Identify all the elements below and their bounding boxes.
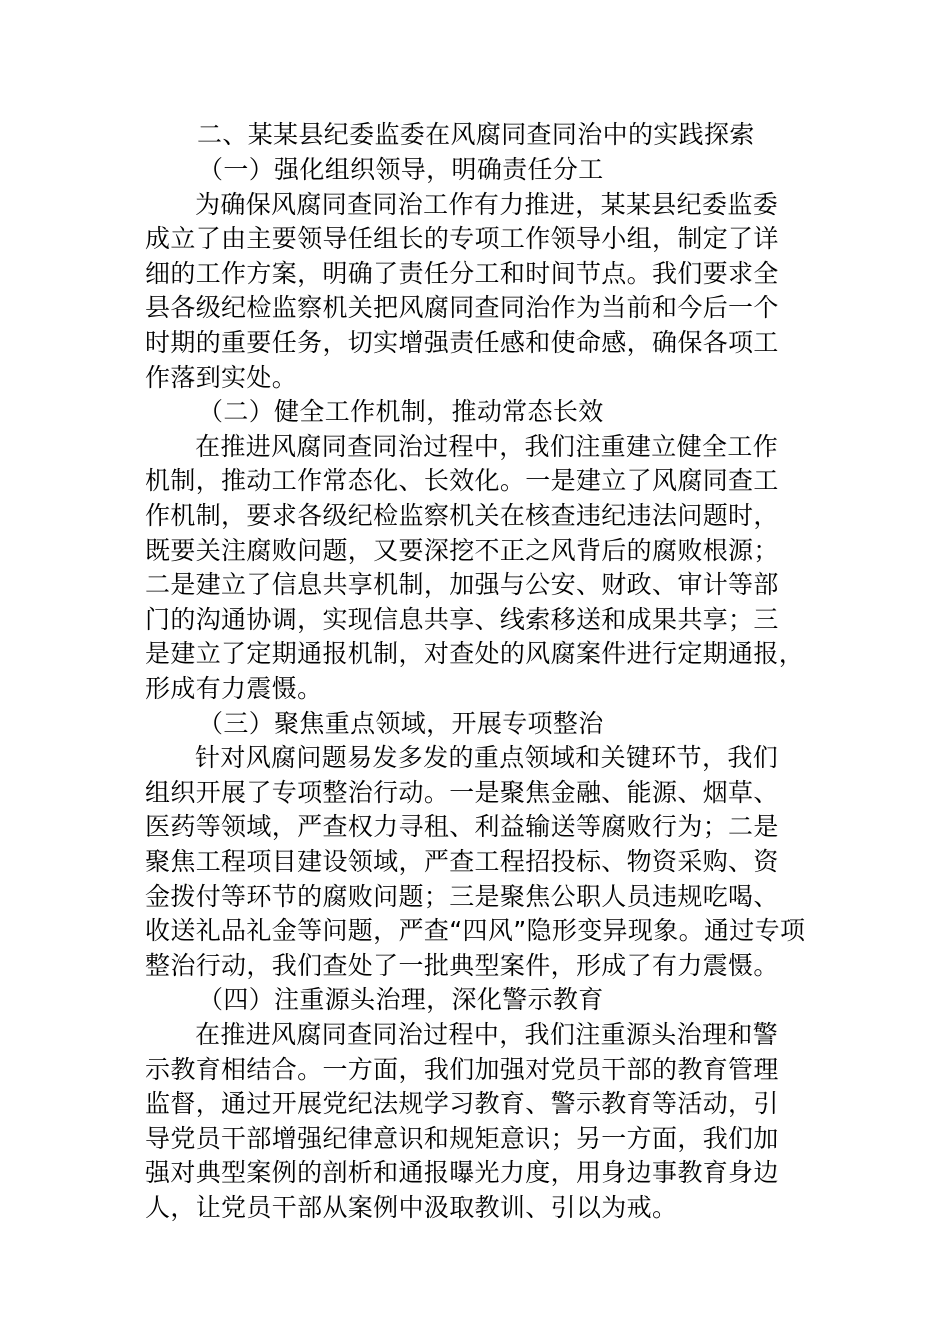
paragraph-line: 作落到实处。 <box>145 363 298 392</box>
paragraph-line: 在推进风腐同查同治过程中，我们注重建立健全工作 <box>195 432 779 461</box>
paragraph-line: 收送礼品礼金等问题，严查“四风”隐形变异现象。通过专项 <box>145 916 806 945</box>
subsection-heading-4: （四）注重源头治理，深化警示教育 <box>198 985 604 1014</box>
paragraph-line: 成立了由主要领导任组长的专项工作领导小组，制定了详 <box>145 224 779 253</box>
paragraph-line: 细的工作方案，明确了责任分工和时间节点。我们要求全 <box>145 259 779 288</box>
paragraph-line: 县各级纪检监察机关把风腐同查同治作为当前和今后一个 <box>145 293 779 322</box>
paragraph-line: 形成有力震慑。 <box>145 674 323 703</box>
paragraph-line: 导党员干部增强纪律意识和规矩意识；另一方面，我们加 <box>145 1124 779 1153</box>
subsection-heading-2: （二）健全工作机制，推动常态长效 <box>198 397 604 426</box>
paragraph-line: 组织开展了专项整治行动。一是聚焦金融、能源、烟草、 <box>145 778 779 807</box>
paragraph-line: 机制，推动工作常态化、长效化。一是建立了风腐同查工 <box>145 466 779 495</box>
paragraph-line: 时期的重要任务，切实增强责任感和使命感，确保各项工 <box>145 328 779 357</box>
paragraph-line: 聚焦工程项目建设领域，严查工程招投标、物资采购、资 <box>145 847 779 876</box>
paragraph-line: 人，让党员干部从案例中汲取教训、引以为戒。 <box>145 1193 678 1222</box>
paragraph-line: 医药等领域，严查权力寻租、利益输送等腐败行为；二是 <box>145 812 779 841</box>
paragraph-line: 作机制，要求各级纪检监察机关在核查违纪违法问题时， <box>145 501 779 530</box>
paragraph-line: 强对典型案例的剖析和通报曝光力度，用身边事教育身边 <box>145 1158 779 1187</box>
subsection-heading-1: （一）强化组织领导，明确责任分工 <box>198 155 604 184</box>
paragraph-line: 门的沟通协调，实现信息共享、线索移送和成果共享；三 <box>145 605 779 634</box>
paragraph-line: 既要关注腐败问题，又要深挖不正之风背后的腐败根源； <box>145 536 779 565</box>
paragraph-line: 示教育相结合。一方面，我们加强对党员干部的教育管理 <box>145 1055 779 1084</box>
paragraph-line: 为确保风腐同查同治工作有力推进，某某县纪委监委 <box>195 190 779 219</box>
subsection-heading-3: （三）聚焦重点领域，开展专项整治 <box>198 709 604 738</box>
paragraph-line: 二是建立了信息共享机制，加强与公安、财政、审计等部 <box>145 570 779 599</box>
paragraph-line: 金拨付等环节的腐败问题；三是聚焦公职人员违规吃喝、 <box>145 882 779 911</box>
paragraph-line: 整治行动，我们查处了一批典型案件，形成了有力震慑。 <box>145 951 779 980</box>
paragraph-line: 针对风腐问题易发多发的重点领域和关键环节，我们 <box>195 743 779 772</box>
paragraph-line: 监督，通过开展党纪法规学习教育、警示教育等活动，引 <box>145 1089 779 1118</box>
paragraph-line: 在推进风腐同查同治过程中，我们注重源头治理和警 <box>195 1020 779 1049</box>
section-title: 二、某某县纪委监委在风腐同查同治中的实践探索 <box>197 120 755 149</box>
paragraph-line: 是建立了定期通报机制，对查处的风腐案件进行定期通报， <box>145 639 805 668</box>
